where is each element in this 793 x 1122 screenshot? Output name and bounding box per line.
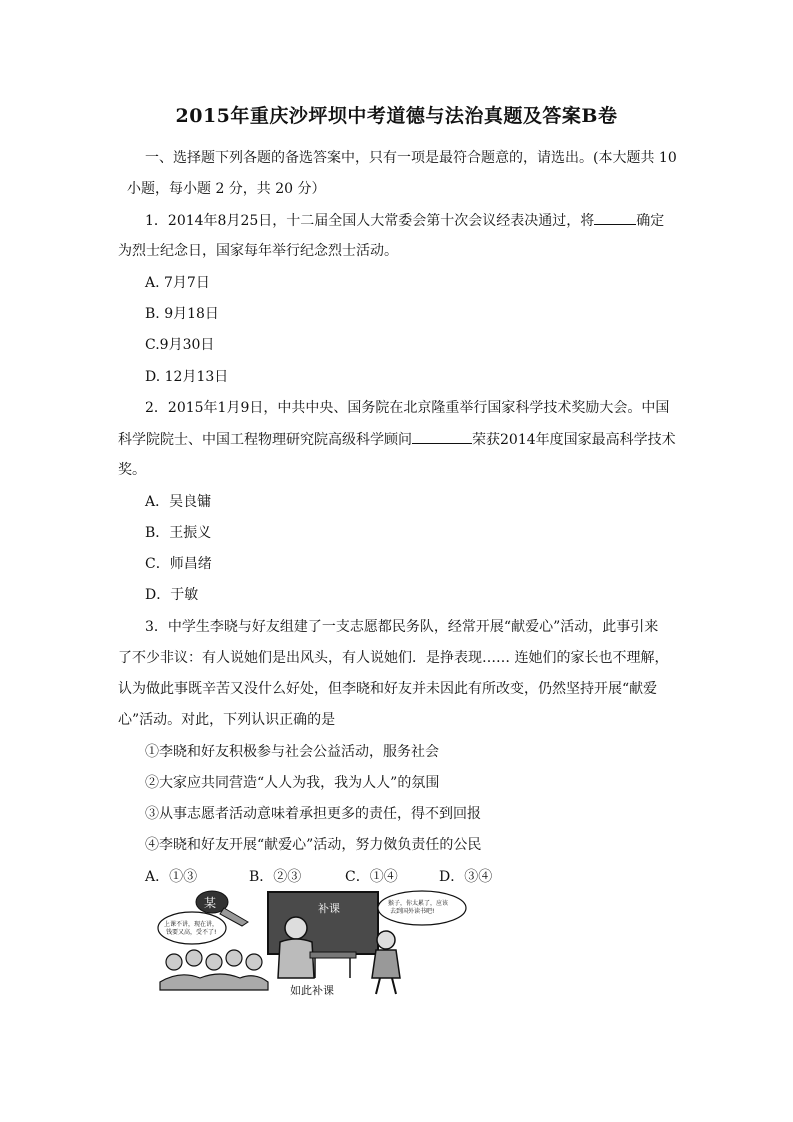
cartoon-caption: 如此补课 — [290, 984, 334, 997]
q3-choice-b: B．②③ — [249, 869, 302, 885]
page-title: 2015年重庆沙坪坝中考道德与法治真题及答案B卷 — [175, 105, 618, 127]
speech-right-text: 猴子，你太累了，应该 去到国外读书吧! — [388, 900, 449, 915]
q3-line-3: 认为做此事既辛苦又没什么好处，但李晓和好友并未因此有所改变，仍然坚持开展“献爱 — [118, 681, 658, 697]
answer-blank — [594, 210, 636, 225]
teacher-desk — [310, 952, 356, 958]
q2-text-a: 科学院院士、中国工程物理研究院高级科学顾问 — [118, 432, 412, 448]
q1-option-c: C.9月30日 — [145, 337, 215, 353]
q3-choices — [145, 867, 492, 887]
q1-line-2: 为烈士纪念日，国家每年举行纪念烈士活动。 — [118, 243, 398, 259]
q2-option-a: A．吴良镛 — [145, 494, 212, 510]
q3-statement-4: ④李晓和好友开展“献爱心”活动，努力傚负责任的公民 — [145, 837, 482, 853]
speech-bubble-left — [158, 912, 226, 944]
speech-left-text: 上课不讲，现在讲， 钱要又高，受不了! — [164, 921, 219, 936]
section-intro-line-2: 小题，每小题 2 分，共 20 分） — [127, 181, 326, 197]
q2-option-b: B．王振义 — [145, 525, 212, 541]
cartoon-illustration — [150, 886, 470, 1001]
q3-line-2: 了不少非议：有人说她们是出风头，有人说她们．是挣表现…… 连她们的家长也不理解， — [118, 650, 669, 666]
students-group — [160, 950, 268, 990]
parent-body — [372, 950, 400, 978]
q1-option-d: D. 12月13日 — [145, 369, 229, 385]
q2-line-1: 2．2015年1月9日，中共中央、国务院在北京隆重举行国家科学技术奖励大会。中国 — [145, 400, 670, 416]
q3-choice-c: C．①④ — [345, 869, 398, 885]
q3-statement-2: ②大家应共同营造“人人为我，我为人人”的氛围 — [145, 775, 440, 791]
q1-line-1 — [145, 210, 664, 231]
q3-statement-1: ①李晓和好友积极参与社会公益活动，服务社会 — [145, 744, 439, 760]
q1-option-b: B. 9月18日 — [145, 306, 219, 322]
teacher-head — [285, 917, 307, 939]
q2-line-2 — [118, 429, 676, 450]
q3-statement-3: ③从事志愿者活动意味着承担更多的责任，得不到回报 — [145, 806, 481, 822]
q2-text-b: 荣获2014年度国家最高科学技术 — [472, 432, 676, 448]
q3-choice-a: A．①③ — [145, 869, 198, 885]
q1-text-b: 确定 — [636, 213, 665, 229]
q3-line-1: 3．中学生李晓与好友组建了一支志愿都民务队，经常开展“献爱心”活动，此事引来 — [145, 619, 659, 635]
q2-line-3: 奖。 — [118, 462, 146, 478]
section-intro-line-1: 一、选择题下列各题的备选答案中，只有一项是最符合题意的，请选出。(本大题共 10 — [145, 150, 677, 166]
badge-text: 某 — [204, 896, 217, 910]
q3-line-4: 心”活动。对此，下列认识正确的是 — [118, 712, 336, 728]
teacher-body — [278, 939, 314, 978]
q1-text-a: 1．2014年8月25日，十二届全国人大常委会第十次会议经表决通过，将 — [145, 213, 595, 229]
answer-blank — [412, 429, 472, 444]
blackboard-sign: 补课 — [318, 902, 340, 915]
q2-option-d: D．于敏 — [145, 587, 199, 603]
parent-head — [377, 931, 395, 949]
q1-option-a: A. 7月7日 — [145, 275, 210, 291]
q3-choice-d: D．③④ — [439, 869, 493, 885]
q2-option-c: C．师昌绪 — [145, 556, 212, 572]
